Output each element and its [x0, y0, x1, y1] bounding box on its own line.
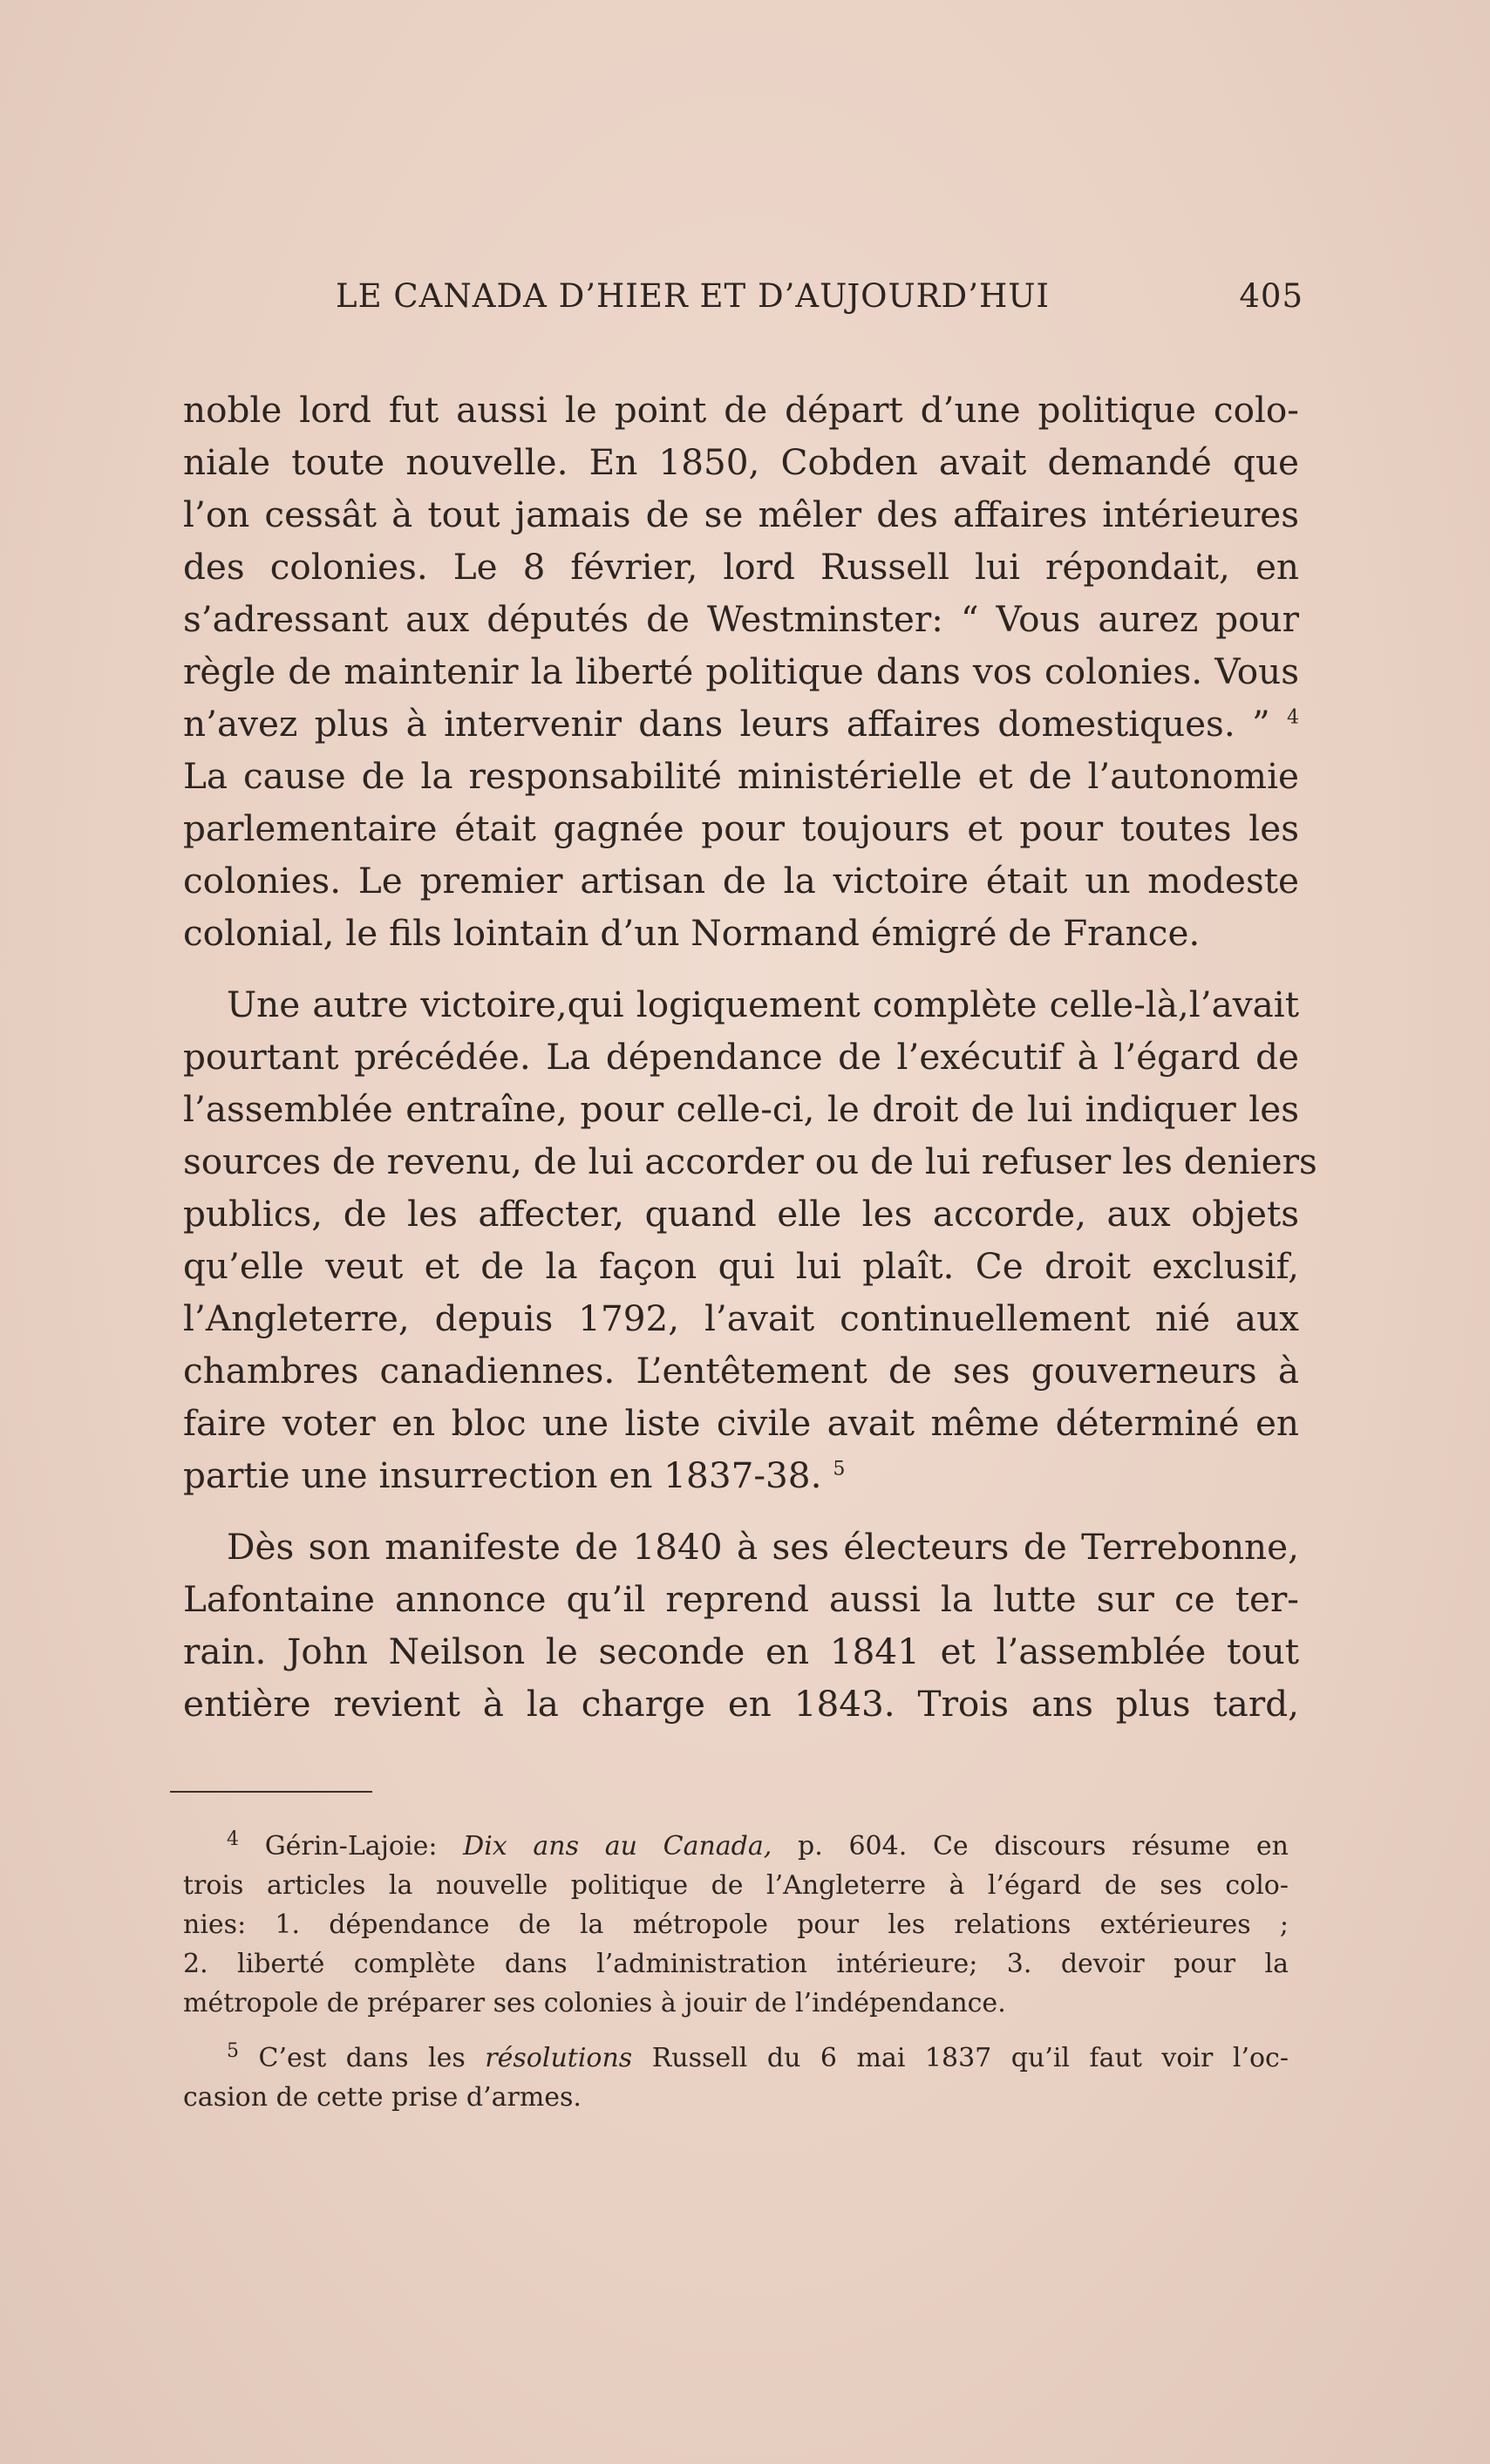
running-title: LE CANADA D’HIER ET D’AUJOURD’HUI	[336, 277, 1051, 315]
footnote-line: métropole de préparer ses colonies à jouir de l’indépendance.	[183, 1988, 1006, 2018]
footnotes	[183, 1827, 1289, 2117]
text-line: La cause de la responsabilité ministérielle et de l’autonomie	[183, 755, 1299, 797]
page-number: 405	[1239, 277, 1303, 315]
text-line: pourtant précédée. La dépendance de l’exécutif à l’égard de	[183, 1036, 1299, 1078]
footnote-line: casion de cette prise d’armes.	[183, 2082, 582, 2113]
text-line: entière revient à la charge en 1843. Trois ans plus tard,	[183, 1683, 1299, 1725]
text-line: qu’elle veut et de la façon qui lui plaît. Ce droit exclusif,	[183, 1245, 1299, 1287]
text-line: Dès son manifeste de 1840 à ses électeurs de Terrebonne,	[227, 1526, 1299, 1568]
text-line-with-note	[183, 1449, 1299, 1501]
text-line: l’on cessât à tout jamais de se mêler des affaires intérieures	[183, 493, 1299, 535]
footnote-text: Russell du 6 mai 1837 qu’il faut voir l’oc-	[651, 2043, 1289, 2073]
footnote-line	[183, 1827, 1289, 1866]
text-line: faire voter en bloc une liste civile avait même déterminé en	[183, 1402, 1299, 1444]
text-line: niale toute nouvelle. En 1850, Cobden avait demandé que	[183, 441, 1299, 483]
paragraph-2	[183, 978, 1317, 1501]
footnote-title: Dix ans au Canada,	[463, 1831, 772, 1862]
paragraph-3	[183, 1521, 1299, 1730]
body-text	[183, 384, 1317, 1730]
footnote-line	[183, 2039, 1289, 2078]
paragraph-1	[183, 384, 1299, 959]
text-line: rain. John Neilson le seconde en 1841 et l’assemblée tout	[183, 1630, 1299, 1672]
footnote-line: trois articles la nouvelle politique de l’Angleterre à l’égard de ses colo-	[183, 1870, 1289, 1901]
text-line: Lafontaine annonce qu’il reprend aussi la lutte sur ce ter-	[183, 1578, 1299, 1620]
text-line: l’assemblée entraîne, pour celle-ci, le droit de lui indiquer les	[183, 1088, 1299, 1130]
footnote-author: Gérin-Lajoie:	[264, 1831, 438, 1862]
text-line: Une autre victoire,qui logiquement complète celle-là,l’avait	[227, 984, 1299, 1025]
text-line: s’adressant aux députés de Westminster: “ Vous aurez pour	[183, 598, 1299, 640]
text-line: chambres canadiennes. L’entêtement de ses gouverneurs à	[183, 1350, 1299, 1392]
text-line: noble lord fut aussi le point de départ d’une politique colo-	[183, 389, 1299, 431]
footnote-4	[183, 1827, 1289, 2023]
footnote-number: 4	[227, 1828, 239, 1850]
text-line: colonial, le fils lointain d’un Normand émigré de France.	[183, 912, 1201, 954]
footnote-line: nies: 1. dépendance de la métropole pour les relations extérieures ;	[183, 1909, 1289, 1940]
text-line: publics, de les affecter, quand elle les accorde, aux objets	[183, 1193, 1299, 1235]
footnote-ref-5: 5	[833, 1458, 846, 1480]
running-header	[179, 277, 1303, 330]
text-line: règle de maintenir la liberté politique dans vos colonies. Vous	[183, 650, 1299, 692]
footnote-text: p. 604. Ce discours résume en	[798, 1831, 1289, 1862]
text-segment: partie une insurrection en 1837-38.	[183, 1454, 822, 1496]
footnote-text: C’est dans les	[258, 2043, 466, 2073]
footnote-divider	[170, 1791, 372, 1793]
text-segment: n’avez plus à intervenir dans leurs affaires domestiques. ”	[183, 703, 1270, 745]
text-line: colonies. Le premier artisan de la victoire était un modeste	[183, 860, 1299, 902]
text-line: sources de revenu, de lui accorder ou de lui refuser les deniers	[183, 1140, 1317, 1182]
text-line: l’Angleterre, depuis 1792, l’avait continuellement nié aux	[183, 1297, 1299, 1339]
footnote-number: 5	[227, 2040, 239, 2062]
footnote-line: 2. liberté complète dans l’administration intérieure; 3. devoir pour la	[183, 1949, 1289, 1979]
footnote-5	[183, 2039, 1289, 2117]
text-line-with-note	[183, 698, 1299, 750]
text-line: des colonies. Le 8 février, lord Russell lui répondait, en	[183, 546, 1299, 588]
text-line: parlementaire était gagnée pour toujours et pour toutes les	[183, 807, 1299, 849]
footnote-ref-4: 4	[1287, 706, 1300, 729]
footnote-italic: résolutions	[485, 2043, 633, 2073]
